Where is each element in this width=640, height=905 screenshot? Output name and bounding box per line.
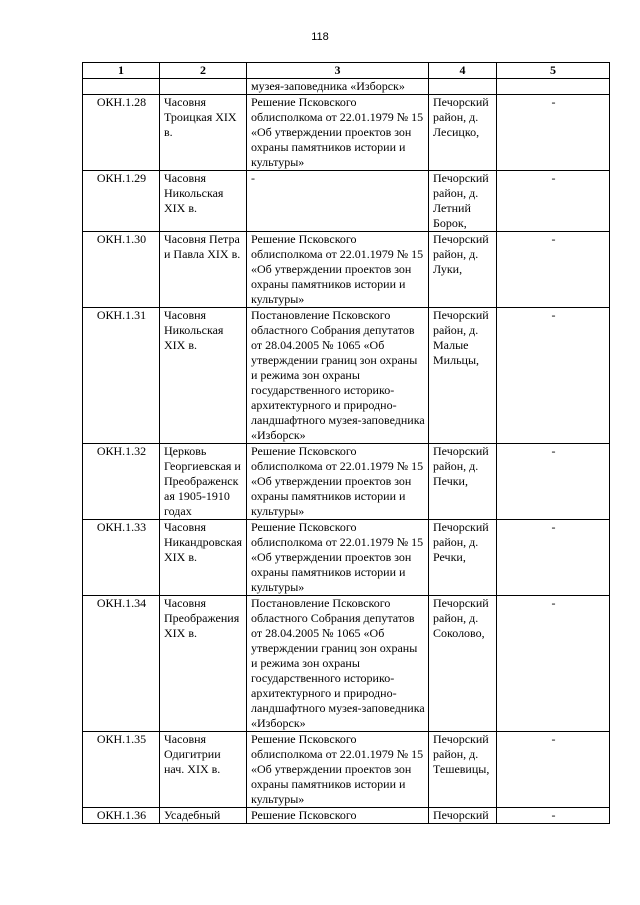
table-row xyxy=(83,171,610,232)
cell-note: - xyxy=(497,808,610,824)
table-row xyxy=(83,95,610,171)
cell-object: Часовня Никандровская XIX в. xyxy=(160,520,247,596)
cell-document: Постановление Псковского областного Собрания депутатов от 28.04.2005 № 1065 «Об утверждении границ зон охраны и режима зон охраны государственного историко-архитектурного и природно-ландшафтного музея-заповедника «Изборск» xyxy=(247,596,429,732)
cell-location: Печорский район, д. Речки, xyxy=(429,520,497,596)
cell-location: Печорский район, д. Луки, xyxy=(429,232,497,308)
column-header-4: 4 xyxy=(429,63,497,79)
cell-location: Печорский район, д. Соколово, xyxy=(429,596,497,732)
cell-note: - xyxy=(497,596,610,732)
cell-id: ОКН.1.32 xyxy=(83,444,160,520)
cell-object: Часовня Петра и Павла XIX в. xyxy=(160,232,247,308)
cell-location: Печорский район, д. Летний Борок, xyxy=(429,171,497,232)
cell-object: Церковь Георгиевская и Преображенская 1905-1910 годах xyxy=(160,444,247,520)
cell-id: ОКН.1.31 xyxy=(83,308,160,444)
column-header-1: 1 xyxy=(83,63,160,79)
cell-object xyxy=(160,79,247,95)
table-row xyxy=(83,808,610,824)
cell-note: - xyxy=(497,520,610,596)
cell-document: Решение Псковского облисполкома от 22.01.1979 № 15 «Об утверждении проектов зон охраны памятников истории и культуры» xyxy=(247,444,429,520)
cell-note: - xyxy=(497,308,610,444)
table-header-row xyxy=(83,63,610,79)
cell-note: - xyxy=(497,171,610,232)
cell-document: Решение Псковского облисполкома от 22.01.1979 № 15 «Об утверждении проектов зон охраны памятников истории и культуры» xyxy=(247,95,429,171)
cell-note: - xyxy=(497,444,610,520)
cell-location: Печорский район, д. Лесицко, xyxy=(429,95,497,171)
cell-id: ОКН.1.36 xyxy=(83,808,160,824)
cell-id: ОКН.1.30 xyxy=(83,232,160,308)
cell-location: Печорский xyxy=(429,808,497,824)
cell-object: Часовня Никольская XIX в. xyxy=(160,171,247,232)
cell-location: Печорский район, д. Печки, xyxy=(429,444,497,520)
continuation-row xyxy=(83,79,610,95)
cell-id: ОКН.1.35 xyxy=(83,732,160,808)
cell-object: Часовня Никольская XIX в. xyxy=(160,308,247,444)
cell-location: Печорский район, д. Тешевицы, xyxy=(429,732,497,808)
cell-document: музея-заповедника «Изборск» xyxy=(247,79,429,95)
cell-location: Печорский район, д. Малые Мильцы, xyxy=(429,308,497,444)
column-header-5: 5 xyxy=(497,63,610,79)
cell-object: Часовня Троицкая XIX в. xyxy=(160,95,247,171)
page-number: 118 xyxy=(311,31,329,43)
cell-id: ОКН.1.28 xyxy=(83,95,160,171)
cell-note: - xyxy=(497,732,610,808)
cell-document: Решение Псковского xyxy=(247,808,429,824)
cell-object: Усадебный xyxy=(160,808,247,824)
column-header-3: 3 xyxy=(247,63,429,79)
cell-note: - xyxy=(497,95,610,171)
cell-document: Постановление Псковского областного Собрания депутатов от 28.04.2005 № 1065 «Об утверждении границ зон охраны и режима зон охраны государственного историко-архитектурного и природно-ландшафтного музея-заповедника «Изборск» xyxy=(247,308,429,444)
cell-note: - xyxy=(497,232,610,308)
heritage-objects-table xyxy=(82,62,610,824)
table-row xyxy=(83,732,610,808)
cell-object: Часовня Преображения XIX в. xyxy=(160,596,247,732)
cell-id xyxy=(83,79,160,95)
column-header-2: 2 xyxy=(160,63,247,79)
cell-object: Часовня Одигитрии нач. XIX в. xyxy=(160,732,247,808)
table-row xyxy=(83,520,610,596)
table-row xyxy=(83,596,610,732)
table-row xyxy=(83,232,610,308)
cell-document: Решение Псковского облисполкома от 22.01.1979 № 15 «Об утверждении проектов зон охраны памятников истории и культуры» xyxy=(247,520,429,596)
cell-id: ОКН.1.29 xyxy=(83,171,160,232)
table-row xyxy=(83,308,610,444)
cell-id: ОКН.1.34 xyxy=(83,596,160,732)
cell-note xyxy=(497,79,610,95)
cell-location xyxy=(429,79,497,95)
cell-document: - xyxy=(247,171,429,232)
cell-id: ОКН.1.33 xyxy=(83,520,160,596)
cell-document: Решение Псковского облисполкома от 22.01.1979 № 15 «Об утверждении проектов зон охраны памятников истории и культуры» xyxy=(247,732,429,808)
cell-document: Решение Псковского облисполкома от 22.01.1979 № 15 «Об утверждении проектов зон охраны памятников истории и культуры» xyxy=(247,232,429,308)
table-row xyxy=(83,444,610,520)
